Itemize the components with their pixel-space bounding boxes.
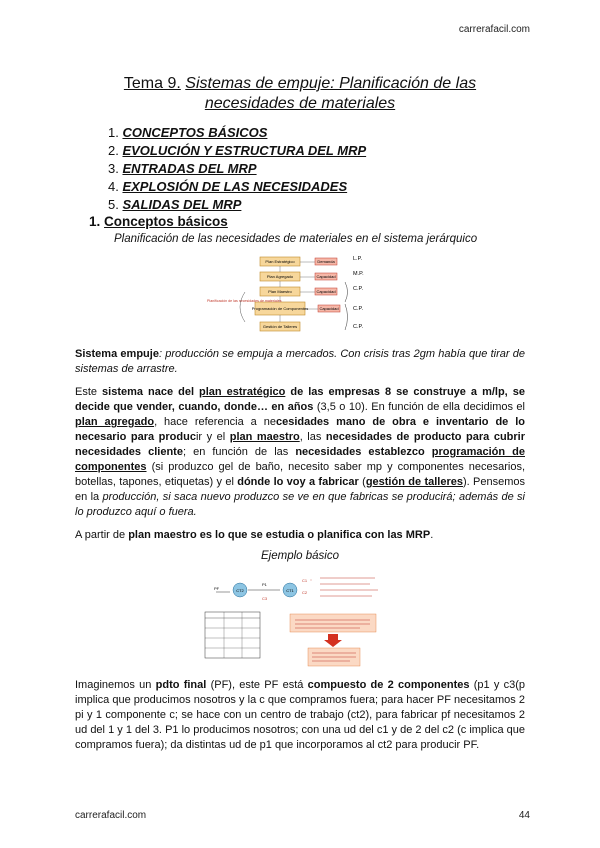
svg-text:L.P.: L.P. <box>353 256 363 262</box>
svg-text:Demanda: Demanda <box>317 259 335 264</box>
svg-text:Capacidad: Capacidad <box>316 274 336 279</box>
section-heading: 1. Conceptos básicos <box>89 214 228 229</box>
note-box <box>290 614 376 632</box>
svg-text:CT2: CT2 <box>236 588 244 593</box>
example-diagram <box>200 572 390 672</box>
toc-item: 2. EVOLUCIÓN Y ESTRUCTURA DEL MRP <box>108 143 367 158</box>
svg-text:C.P.: C.P. <box>353 324 363 330</box>
title-number: Tema 9. <box>123 75 181 92</box>
toc-item: 4. EXPLOSIÓN DE LAS NECESIDADES <box>108 179 348 194</box>
paragraph-mrp: A partir de plan maestro es lo que se estudia o planifica con las MRP. <box>75 529 434 541</box>
example-title: Ejemplo básico <box>261 550 339 562</box>
toc-item: 3. ENTRADAS DEL MRP <box>108 161 257 176</box>
title-line1: Sistemas de empuje: Planificación de las <box>185 75 477 92</box>
svg-text:C2: C2 <box>302 590 308 595</box>
svg-text:C.P.: C.P. <box>353 306 363 312</box>
toc-item: 5. SALIDAS DEL MRP <box>108 197 242 212</box>
header-site: carrerafacil.com <box>458 24 530 35</box>
arrow-down-icon <box>324 634 342 647</box>
paragraph-ejemplo: Imaginemos un pdto final (PF), este PF está compuesto de 2 componentes (p1 y c3(p implica que producimos nosotros y la c que compramos fuera; para hacer PF necesitamos 2 pi y 1 componente c; se hace con un centro de trabajo (ct2), para fabricar pf necesitamos 2 ud del 1 y 1 del 3. P1 lo producimos nosotros; con una ud del c1 y de 2 del c2 (c implica que compramos fuera); da distintas ud de p1 que incorporamos al ct2 para producir PF. <box>75 679 526 751</box>
svg-text:Gestión de Talleres: Gestión de Talleres <box>262 324 298 329</box>
title-line2: necesidades de materiales <box>204 95 396 112</box>
section-subtitle: Planificación de las necesidades de materiales en el sistema jerárquico <box>114 233 478 245</box>
svg-text:Capacidad: Capacidad <box>316 289 336 294</box>
svg-text:M.P.: M.P. <box>353 271 364 277</box>
svg-text:CT1: CT1 <box>286 588 294 593</box>
hierarchy-diagram <box>205 252 395 340</box>
svg-text:PF: PF <box>214 586 220 591</box>
svg-text:Plan Maestro: Plan Maestro <box>268 289 292 294</box>
page-number: 44 <box>518 810 530 821</box>
svg-text:Plan Agregado: Plan Agregado <box>266 274 294 279</box>
footer-site: carrerafacil.com <box>75 810 147 821</box>
svg-text:Plan Estratégico: Plan Estratégico <box>265 259 295 264</box>
svg-text:P1: P1 <box>262 582 267 587</box>
example-table <box>205 612 260 658</box>
svg-text:C.P.: C.P. <box>353 286 363 292</box>
diagram-left-note: Planificación de las necesidades de materiales <box>207 299 282 303</box>
page-title <box>60 74 540 114</box>
toc-item: 1. CONCEPTOS BÁSICOS <box>108 125 268 140</box>
svg-text:C1: C1 <box>302 578 308 583</box>
paragraph-sistema-empuje: Sistema empuje: producción se empuja a mercados. Con crisis tras 2gm había que tirar de sistemas de arrastre. <box>75 348 525 375</box>
paragraph-plan-estrategico: Este sistema nace del plan estratégico de las empresas 8 se construye a m/lp, se decide que vender, cuando, donde… en años (3,5 o 10). En función de ella decidimos el plan agregado, hace referencia a necesidades mano de obra e inventario de lo necesario para producir y el plan maestro, las necesidades de producto para cubrir necesidades cliente; en función de las necesidades establezco programación de componentes (si produzco gel de baño, necesito saber mp y componentes necesarios, botellas, tapones, etiquetas) y el dónde lo voy a fabricar (gestión de talleres). Pensemos en la producción, si saca nuevo produzco se ve en que fabricas se producirá; además de si lo produzco aquí o fuera. <box>75 386 525 518</box>
svg-text:Programación de Componentes: Programación de Componentes <box>251 306 309 311</box>
table-of-contents <box>108 124 366 214</box>
svg-text:C3: C3 <box>262 596 268 601</box>
svg-text:Capacidad: Capacidad <box>319 306 339 311</box>
